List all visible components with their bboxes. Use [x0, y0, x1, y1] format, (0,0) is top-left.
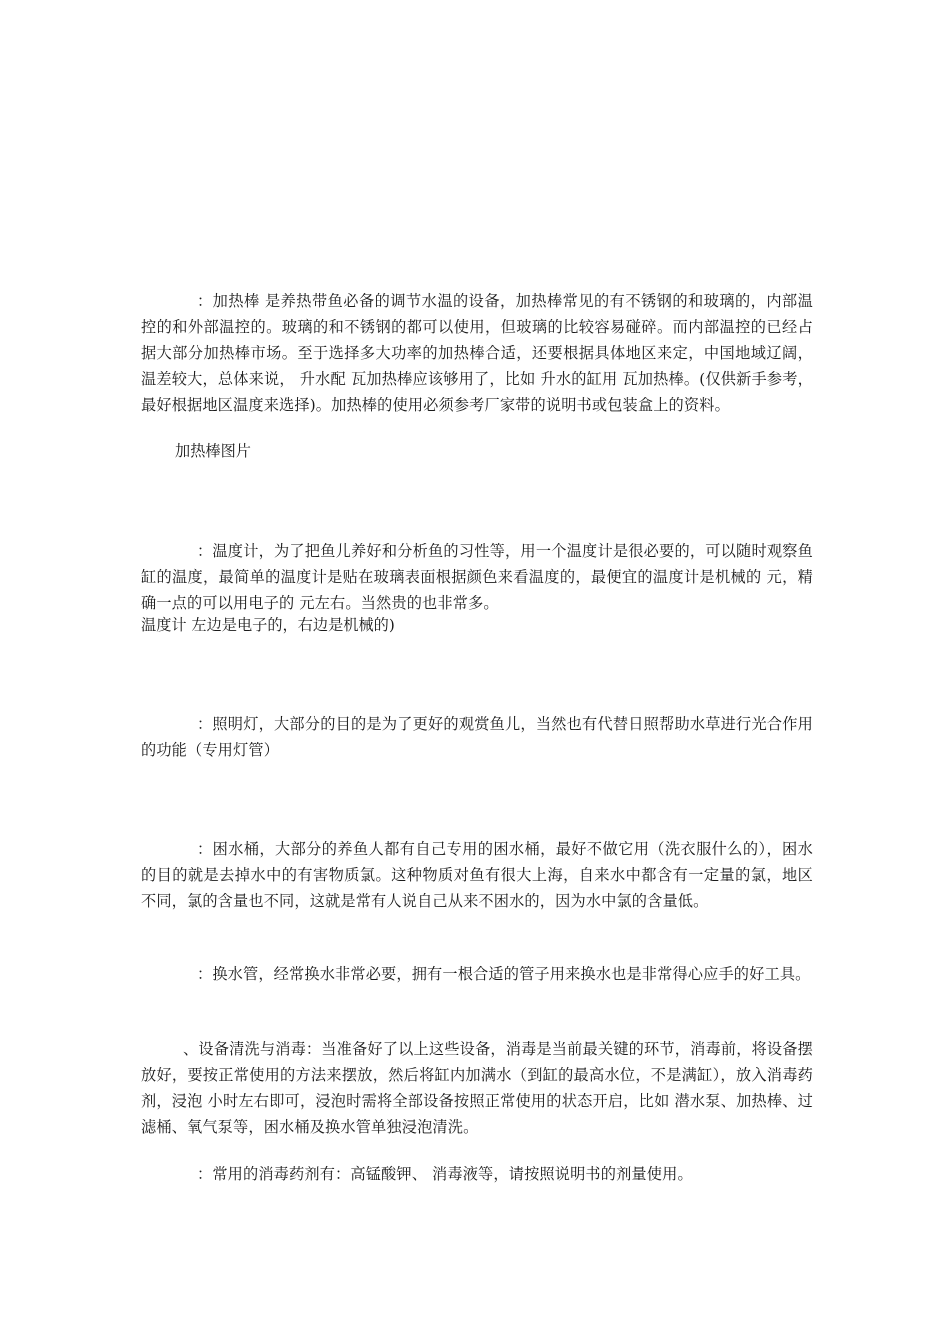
heater-image-caption: 加热棒图片 — [175, 442, 251, 460]
bucket-paragraph: ：困水桶，大部分的养鱼人都有自己专用的困水桶，最好不做它用（洗衣服什么的），困水的目的就是去掉水中的有害物质氯。这种物质对鱼有很大上海，自来水中都含有一定量的氯，地区不同，氯的含量也不同，这就是常有人说自己从来不困水的，因为水中氯的含量低。 — [141, 840, 813, 910]
heater-paragraph: ：加热棒 是养热带鱼必备的调节水温的设备，加热棒常见的有不锈钢的和玻璃的，内部温控的和外部温控的。玻璃的和不锈钢的都可以使用，但玻璃的比较容易碰碎。而内部温控的已经占据大部分加热棒市场。至于选择多大功率的加热棒合适，还要根据具体地区来定，中国地域辽阔，温差较大，总体来说， 升水配 瓦加热棒应该够用了，比如 升水的缸用 瓦加热棒。(仅供新手参考，最好根据地区温度来选择)。加热棒的使用必须参考厂家带的说明书或包装盒上的资料。 — [141, 292, 813, 414]
thermometer-image-caption: 温度计 左边是电子的，右边是机械的) — [141, 616, 395, 634]
disinfectant-paragraph: ：常用的消毒药剂有：高锰酸钾、 消毒液等，请按照说明书的剂量使用。 — [197, 1165, 693, 1183]
cleaning-paragraph: 、设备清洗与消毒：当准备好了以上这些设备，消毒是当前最关键的环节，消毒前，将设备摆放好，要按正常使用的方法来摆放，然后将缸内加满水（到缸的最高水位，不是满缸），放入消毒药剂，浸泡 小时左右即可，浸泡时需将全部设备按照正常使用的状态开启，比如 潜水泵、加热棒、过滤桶、氧气泵等，困水桶及换水管单独浸泡清洗。 — [141, 1040, 813, 1136]
lamp-paragraph: ：照明灯，大部分的目的是为了更好的观赏鱼儿，当然也有代替日照帮助水草进行光合作用的功能（专用灯管） — [141, 715, 813, 759]
hose-paragraph: ：换水管，经常换水非常必要，拥有一根合适的管子用来换水也是非常得心应手的好工具。 — [197, 965, 811, 983]
thermometer-paragraph: ：温度计，为了把鱼儿养好和分析鱼的习性等，用一个温度计是很必要的，可以随时观察鱼缸的温度，最简单的温度计是贴在玻璃表面根据颜色来看温度的，最便宜的温度计是机械的 元，精确一点的可以用电子的 元左右。当然贵的也非常多。 — [141, 542, 813, 612]
